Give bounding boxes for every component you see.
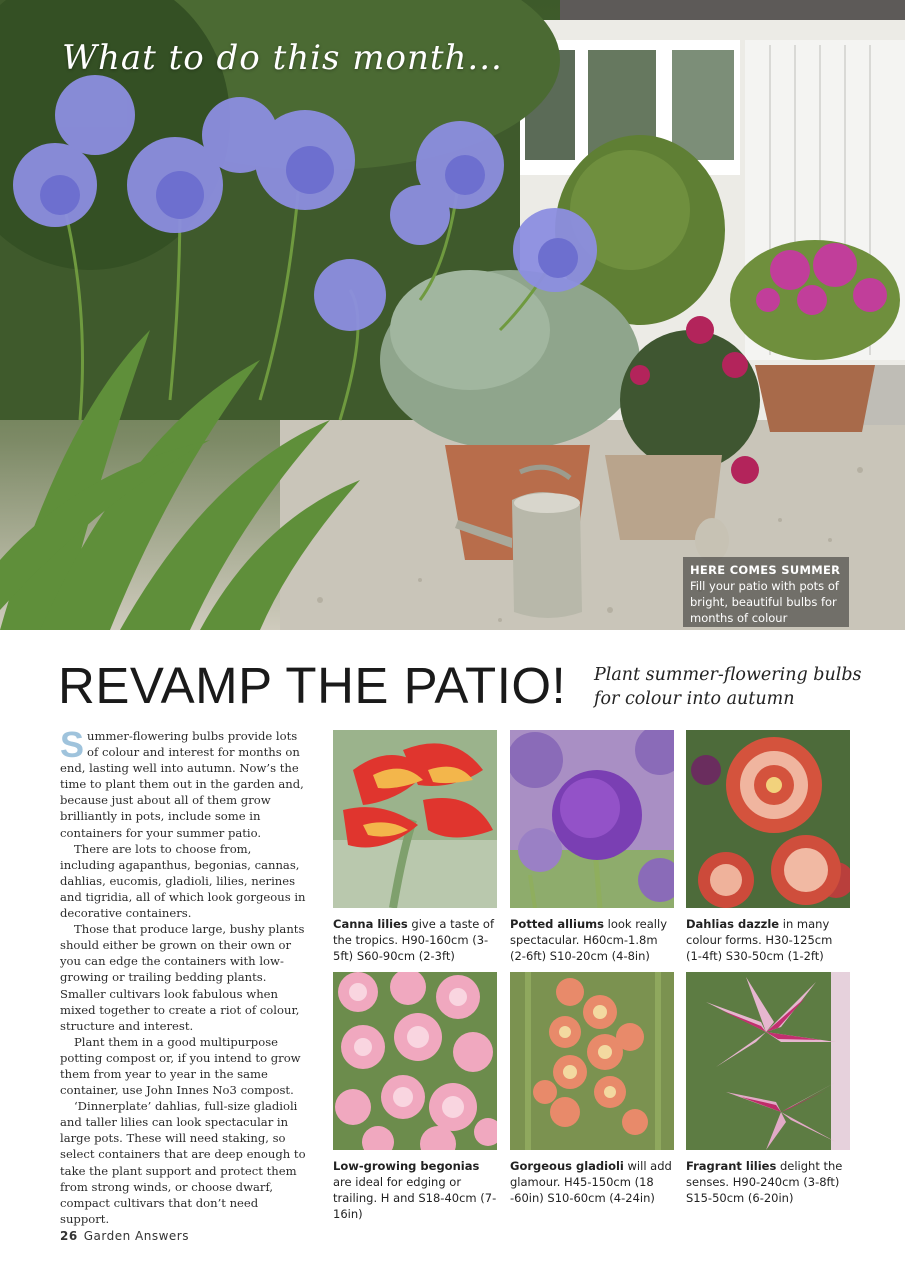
plant-caption	[686, 916, 850, 964]
plant-card-dahlia	[686, 730, 850, 964]
plant-description: are ideal for edging or trailing. H and S18-40cm (7-16in)	[333, 1175, 497, 1221]
body-paragraph: Those that produce large, bushy plants should either be grown on their own or you can edge the containers with low-growing or trailing bedding plants. Smaller cultivars look fabulous when mixed together to create a riot of colour, structure and interest.	[60, 922, 305, 1033]
begonia-photo	[333, 972, 497, 1150]
photo-caption	[683, 557, 849, 627]
allium-photo	[510, 730, 674, 908]
plant-card-canna	[333, 730, 497, 964]
plant-card-begonia	[333, 972, 497, 1222]
plant-name: Fragrant lilies	[686, 1159, 777, 1173]
plant-description: delight the senses. H90-240cm (3-8ft) S15-50cm (6-20in)	[686, 1159, 843, 1205]
magazine-name: Garden Answers	[83, 1229, 189, 1243]
plant-description: in many colour forms. H30-125cm (1-4ft) S30-50cm (1-2ft)	[686, 917, 833, 963]
plant-card-allium	[510, 730, 674, 964]
plant-name: Dahlias dazzle	[686, 917, 780, 931]
plant-description: will add glamour. H45-150cm (18 -60in) S10-60cm (4-24in)	[510, 1159, 672, 1205]
body-paragraph: There are lots to choose from, including agapanthus, begonias, cannas, dahlias, eucomis, gladioli, lilies, nerines and tigridia, all of which look gorgeous in decorative containers.	[60, 841, 306, 921]
body-paragraph: ‘Dinnerplate’ dahlias, full-size gladioli and taller lilies can look spectacular in large pots. These will need staking, so select containers that are deep enough to take the plant support and protect them from strong winds, or choose dwarf, compact cultivars that don’t need support.	[60, 1099, 306, 1226]
body-paragraph: Plant them in a good multipurpose potting compost or, if you intend to grow them from year to year in the same container, use John Innes No3 compost.	[60, 1034, 301, 1098]
photo-caption-heading: HERE COMES SUMMER	[690, 563, 841, 577]
patio-illustration	[0, 0, 905, 630]
lilies-photo	[686, 972, 850, 1150]
plant-caption	[333, 916, 497, 964]
plant-description: look really spectacular. H60cm-1.8m (2-6ft) S10-20cm (4-8in)	[510, 917, 667, 963]
article-body	[60, 724, 308, 1227]
hero-photo	[0, 0, 905, 630]
dahlia-photo	[686, 730, 850, 908]
plant-caption	[686, 1158, 850, 1206]
plant-name: Gorgeous gladioli	[510, 1159, 624, 1173]
plant-caption	[510, 916, 674, 964]
page-number: 26	[60, 1229, 78, 1243]
plant-caption	[333, 1158, 497, 1222]
plant-caption	[510, 1158, 674, 1206]
drop-cap: S	[60, 724, 85, 765]
article-headline: REVAMP THE PATIO!	[58, 657, 567, 714]
section-script-title: What to do this month...	[62, 38, 503, 78]
photo-caption-text: Fill your patio with pots of bright, beautiful bulbs for months of colour	[690, 579, 839, 625]
body-paragraph: Summer-flowering bulbs provide lots of colour and interest for months on end, lasting well into autumn. Now’s the time to plant them out in the garden and, because just about all of them grow brilliantly in pots, include some in containers for your summer patio.	[60, 724, 304, 840]
page-footer	[60, 1229, 189, 1243]
plant-card-lilies	[686, 972, 850, 1206]
article-standfirst: Plant summer-flowering bulbs for colour into autumn	[594, 665, 862, 709]
plant-description: give a taste of the tropics. H90-160cm (3-5ft) S60-90cm (2-3ft)	[333, 917, 495, 963]
gladioli-photo	[510, 972, 674, 1150]
plant-name: Potted alliums	[510, 917, 604, 931]
plant-name: Canna lilies	[333, 917, 408, 931]
plant-card-gladioli	[510, 972, 674, 1206]
canna-photo	[333, 730, 497, 908]
plant-name: Low-growing begonias	[333, 1159, 480, 1173]
